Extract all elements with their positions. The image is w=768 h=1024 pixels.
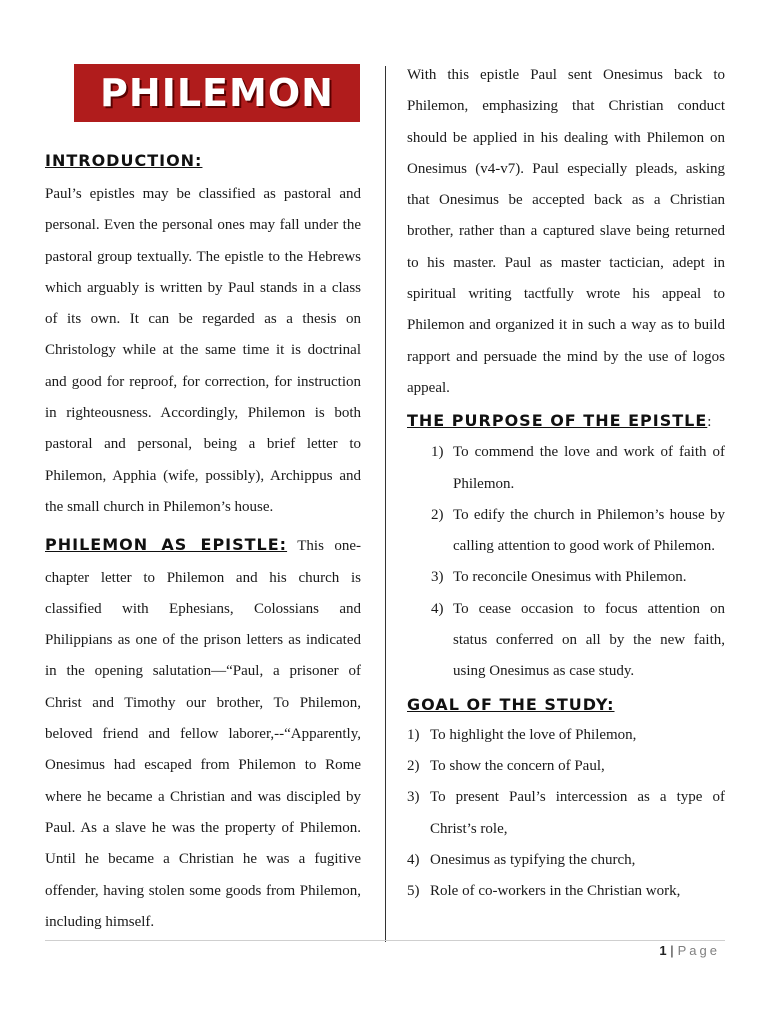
goal-heading: GOAL OF THE STUDY: [407, 694, 615, 714]
right-column [407, 60, 725, 907]
goal-list [407, 720, 725, 908]
list-item: 4) Onesimus as typifying the church, [407, 851, 636, 868]
column-divider [385, 66, 386, 942]
footer-rule [45, 940, 725, 941]
purpose-heading-colon: : [707, 414, 712, 431]
page-footer [659, 943, 720, 958]
list-item: 5) Role of co-workers in the Christian work, [407, 883, 681, 900]
page-label: Page [677, 943, 720, 958]
epistle-heading: PHILEMON AS EPISTLE: [45, 535, 288, 555]
document-title: PHILEMON [100, 71, 334, 115]
epistle-paragraph [45, 529, 361, 938]
list-item: 1) To commend the love and work of faith of Philemon. [431, 444, 725, 492]
continuation-paragraph: With this epistle Paul sent Onesimus back to Philemon, emphasizing that Christian conduct should be applied in his dealing with Philemon on Onesimus (v4-v7). Paul especially pleads, asking that Onesimus be accepted back as a Christian brother, rather than a captured slave being returned to his master. Paul as master tactician, adept in spiritual writing tactfully wrote his appeal to Philemon and organized it in such a way as to build rapport and persuade the mind by the use of logos appeal. [407, 67, 725, 396]
list-item: 2) To show the concern of Paul, [407, 757, 605, 774]
page-number: 1 [659, 943, 667, 958]
list-item: 2) To edify the church in Philemon’s house by calling attention to good work of Philemon. [431, 506, 725, 555]
footer-separator: | [670, 943, 674, 958]
introduction-heading: INTRODUCTION: [45, 151, 203, 170]
list-item: 4) To cease occasion to focus attention on status conferred on all by the new faith, using Onesimus as case study. [431, 600, 725, 680]
introduction-paragraph: Paul’s epistles may be classified as pastoral and personal. Even the personal ones may fall under the pastoral group textually. The epistle to the Hebrews which arguably is written by Paul stands in a class of its own. It can be regarded as a thesis on Christology while at the same time it is doctrinal and good for reproof, for correction, for instruction in righteousness. Accordingly, Philemon is both pastoral and personal, being a brief letter to Philemon, Apphia (wife, possibly), Archippus and the small church in Philemon’s house. [45, 186, 361, 515]
purpose-heading-line [407, 406, 725, 437]
list-item: 3) To present Paul’s intercession as a type of Christ’s role, [407, 789, 725, 837]
left-column [45, 64, 361, 938]
purpose-list [407, 437, 725, 687]
epistle-text: This one-chapter letter to Philemon and his church is classified with Ephesians, Colossians and Philippians as one of the prison letters as indicated in the opening salutation—“Paul, a prisoner of Christ and Timothy our brother, To Philemon, beloved friend and fellow laborer,--“Apparently, Onesimus had escaped from Philemon to Rome where he became a Christian and was discipled by Paul. As a slave he was the property of Philemon. Until he became a Christian he was a fugitive offender, having stolen some goods from Philemon, including himself. [45, 538, 361, 930]
purpose-heading: THE PURPOSE OF THE EPISTLE [407, 411, 708, 431]
title-banner [74, 64, 360, 122]
list-item: 3) To reconcile Onesimus with Philemon. [431, 569, 687, 586]
list-item: 1) To highlight the love of Philemon, [407, 726, 637, 743]
